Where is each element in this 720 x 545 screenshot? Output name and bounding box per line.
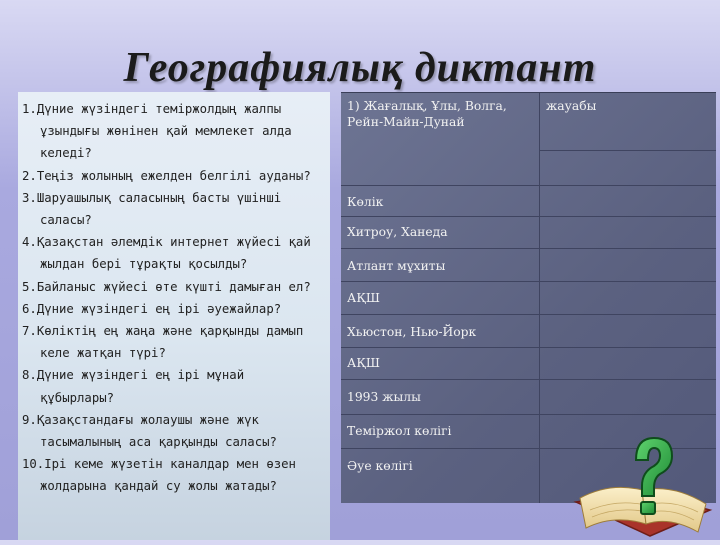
answer-row: [341, 281, 716, 315]
answer-cell: АҚШ: [347, 356, 380, 370]
question-item: 3.Шаруашылық саласының басты үшінші саласы?: [22, 190, 282, 228]
answer-empty-cell: [539, 314, 716, 347]
answer-cell: 1) Жағалық, Ұлы, Волга, Рейн-Майн-Дунай: [347, 99, 507, 129]
answer-row: [341, 379, 716, 415]
answer-cell: АҚШ: [347, 291, 380, 305]
answer-row: [341, 216, 716, 249]
answer-empty-cell: [539, 281, 716, 314]
book-question-mark-icon: [570, 432, 720, 540]
question-item: 1.Дүние жүзіндегі теміржолдың жалпы ұзындығы жөнінен қай мемлекет алда келеді?: [22, 102, 292, 161]
answer-cell: Көлік: [347, 195, 384, 209]
answer-row: [341, 314, 716, 348]
answer-empty-cell: [539, 185, 716, 216]
question-item: 2.Теңіз жолының ежелден белгілі ауданы?: [22, 168, 311, 183]
answer-empty-cell: [539, 347, 716, 379]
answer-cell: Теміржол көлігі: [347, 424, 452, 438]
questions-panel: [18, 92, 330, 540]
answer-cell: Хьюстон, Нью-Йорк: [347, 325, 477, 339]
answer-row: [341, 93, 716, 186]
answer-empty-cell: [539, 248, 716, 281]
answer-row: [341, 248, 716, 282]
answer-row: [341, 347, 716, 380]
answer-cell: Әуе көлігі: [347, 459, 413, 473]
question-item: 4.Қазақстан әлемдік интернет жүйесі қай жылдан бері тұрақты қосылды?: [22, 235, 311, 272]
answer-empty-cell: [539, 379, 716, 414]
question-item: 6.Дүние жүзіндегі ең ірі әуежайлар?: [22, 301, 282, 316]
answer-cell: Атлант мұхиты: [347, 259, 446, 273]
answers-header: [539, 93, 716, 185]
slide-title: Географиялық диктант: [123, 45, 597, 91]
question-item: 9.Қазақстандағы жолаушы және жүк тасымалының аса қарқынды саласы?: [22, 412, 277, 450]
answer-cell: 1993 жылы: [347, 390, 421, 404]
answer-empty-cell: [539, 216, 716, 248]
question-item: 7.Көліктің ең жаңа және қарқынды дамып келе жатқан түрі?: [22, 324, 304, 361]
question-item: 10.Ірі кеме жүзетін каналдар мен өзен жолдарына қандай су жолы жатады?: [22, 457, 296, 494]
answer-cell: Хитроу, Ханеда: [347, 225, 448, 239]
question-item: 8.Дүние жүзіндегі ең ірі мұнай құбырлары?: [22, 368, 245, 405]
answer-row: [341, 185, 716, 217]
answers-header-label: жауабы: [540, 93, 716, 151]
question-item: 5.Байланыс жүйесі өте күшті дамыған ел?: [22, 279, 311, 294]
